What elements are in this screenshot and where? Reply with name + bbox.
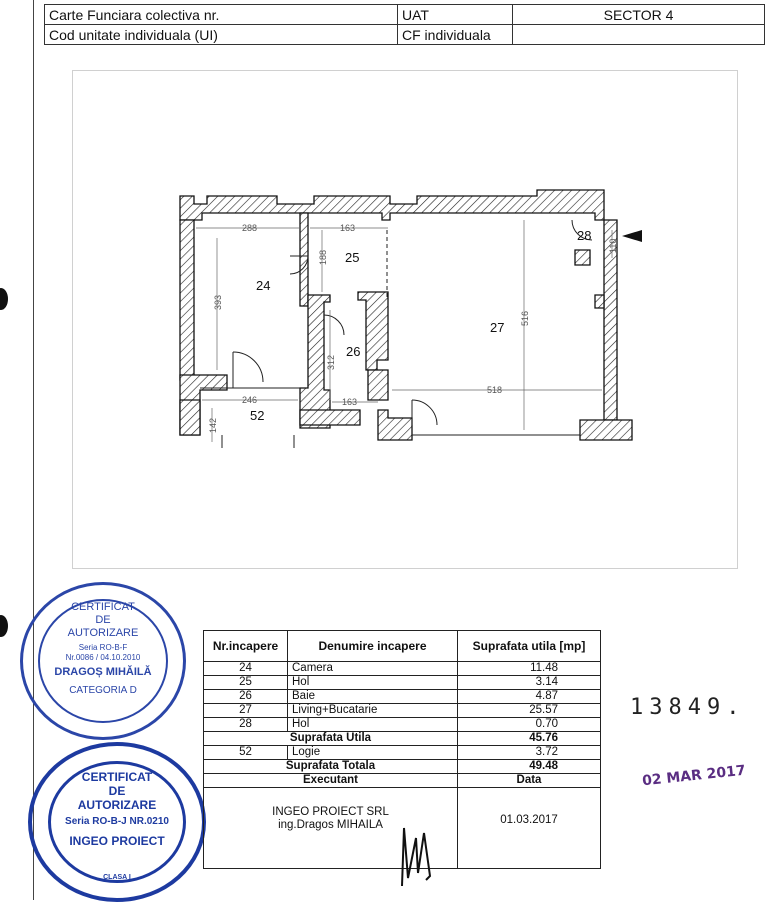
date-value: 01.03.2017	[500, 814, 558, 826]
stamp-text: DE	[108, 784, 126, 798]
useful-area-label: Suprafata Utila	[204, 732, 458, 746]
executant-label: Executant	[204, 774, 458, 788]
dim-label: 516	[520, 310, 530, 326]
room-number: 28	[204, 718, 288, 732]
punch-hole	[0, 615, 8, 637]
room-name: Camera	[288, 662, 458, 676]
cf-individual-label: CF individuala	[398, 25, 513, 45]
dim-label: 393	[213, 294, 223, 310]
table-row	[204, 662, 601, 676]
floor-plan	[72, 70, 736, 567]
stamp-text: CERTIFICAT	[81, 770, 153, 784]
unit-code-label: Cod unitate individuala (UI)	[45, 25, 398, 45]
date-label: Data	[458, 774, 601, 788]
executant-person: ing.Dragos MIHAILA	[278, 819, 383, 831]
table-row	[204, 676, 601, 690]
room-area: 25.57	[458, 704, 601, 718]
room-label-28: 28	[577, 228, 592, 243]
header-room-number: Nr.incapere	[204, 631, 288, 662]
dim-label: 312	[326, 354, 336, 370]
room-name: Hol	[288, 718, 458, 732]
room-area: 3.14	[458, 676, 601, 690]
dim-label: 518	[487, 385, 503, 395]
dim-label: 246	[242, 395, 258, 405]
uat-value: SECTOR 4	[513, 5, 765, 25]
stamp-text: AUTORIZARE	[77, 798, 157, 812]
dim-label: 110	[608, 238, 618, 253]
useful-area-row	[204, 732, 601, 746]
room-number: 27	[204, 704, 288, 718]
header-row	[45, 5, 765, 25]
uat-label: UAT	[398, 5, 513, 25]
header-room-name: Denumire incapere	[288, 631, 458, 662]
dim-label: 188	[318, 249, 328, 265]
header-table	[44, 4, 765, 45]
dim-label: 142	[208, 417, 218, 433]
room-area: 11.48	[458, 662, 601, 676]
room-number: 24	[204, 662, 288, 676]
total-area-label: Suprafata Totala	[204, 760, 458, 774]
total-area-value: 49.48	[458, 760, 601, 774]
stamp-text: CLASA I	[103, 874, 131, 881]
date-cell	[458, 788, 601, 869]
entrance-arrow	[622, 230, 642, 242]
room-label-52: 52	[250, 408, 265, 423]
stamp-text: CERTIFICAT	[71, 601, 135, 613]
cf-collective-label: Carte Funciara colectiva nr.	[45, 5, 398, 25]
dim-label: 163	[342, 397, 358, 407]
room-number: 25	[204, 676, 288, 690]
room-name: Living+Bucatarie	[288, 704, 458, 718]
total-area-row	[204, 760, 601, 774]
stamp-text: DRAGOȘ MIHĂILĂ	[54, 666, 152, 678]
dim-label: 288	[242, 223, 258, 233]
room-area: 4.87	[458, 690, 601, 704]
stamp-text: Seria RO-B-F	[78, 643, 128, 652]
room-number: 52	[204, 746, 288, 760]
table-row	[204, 690, 601, 704]
table-row	[204, 718, 601, 732]
room-label-26: 26	[346, 344, 361, 359]
table-row	[204, 746, 601, 760]
room-name: Logie	[288, 746, 458, 760]
margin-line	[33, 0, 34, 900]
authorization-stamp-person	[20, 582, 186, 740]
stamp-text: Seria RO-B-J NR.0210	[65, 816, 169, 827]
header-row	[45, 25, 765, 45]
punch-hole	[0, 288, 8, 310]
room-area: 0.70	[458, 718, 601, 732]
room-label-24: 24	[256, 278, 271, 293]
stamp-text: INGEO PROIECT	[69, 834, 165, 848]
stamp-text: CATEGORIA D	[69, 685, 137, 696]
useful-area-value: 45.76	[458, 732, 601, 746]
executant-header-row	[204, 774, 601, 788]
handwritten-signature	[396, 818, 436, 888]
stamp-text: Nr.0086 / 04.10.2010	[65, 653, 141, 662]
room-label-25: 25	[345, 250, 360, 265]
registration-number: 13849.	[630, 695, 746, 720]
cf-individual-value	[513, 25, 765, 45]
dim-label: 163	[340, 223, 356, 233]
room-name: Hol	[288, 676, 458, 690]
room-label-27: 27	[490, 320, 505, 335]
room-area: 3.72	[458, 746, 601, 760]
date-stamp: 02 MAR 2017	[641, 762, 747, 790]
executant-company: INGEO PROIECT SRL	[272, 806, 389, 818]
room-number: 26	[204, 690, 288, 704]
table-header-row	[204, 631, 601, 662]
room-name: Baie	[288, 690, 458, 704]
header-room-area: Suprafata utila [mp]	[458, 631, 601, 662]
stamp-text: AUTORIZARE	[67, 627, 139, 639]
authorization-stamp-company	[28, 742, 206, 902]
stamp-text: DE	[95, 614, 111, 626]
table-row	[204, 704, 601, 718]
